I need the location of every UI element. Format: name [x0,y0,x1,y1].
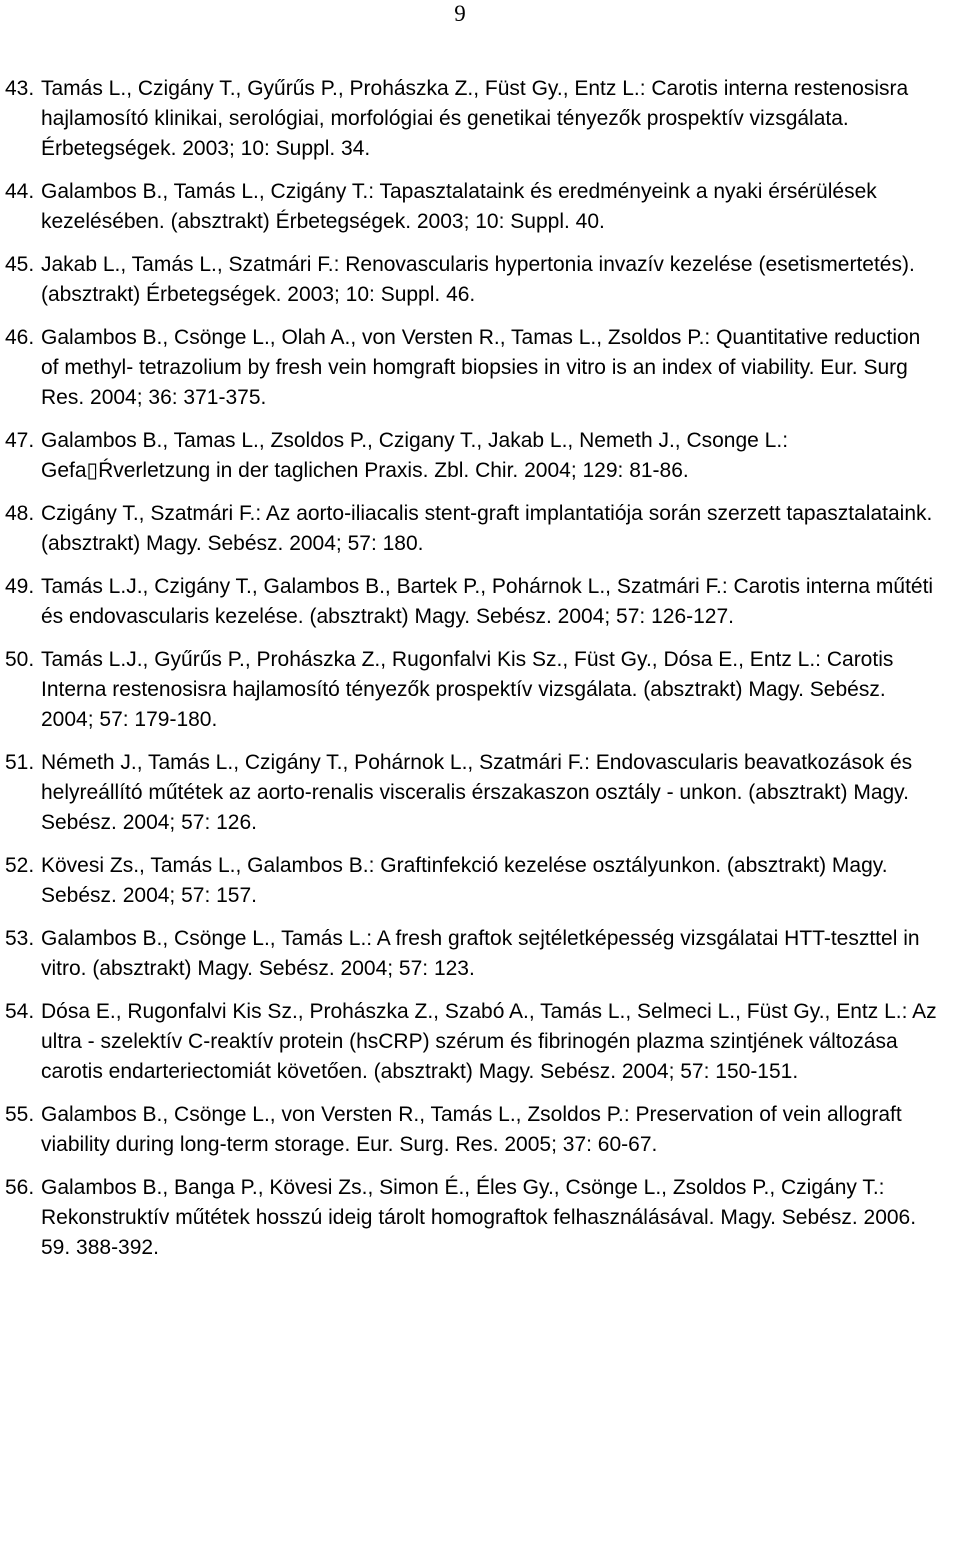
page-number: 9 [454,1,466,26]
reference-number: 46. [5,326,35,349]
reference-text: Czigány T., Szatmári F.: Az aorto-iliacalis stent-graft implantatiója során szerzett tapasztalataink. (absztrakt) Magy. Sebész. 2004; 57: 180. [41,502,933,555]
reference-number: 56. [5,1176,35,1199]
reference-text: Németh J., Tamás L., Czigány T., Pohárnok L., Szatmári F.: Endovascularis beavatkozások és helyreállító műtétek az aorto-renalis visceralis érszakaszon osztály - unkon. (absztrakt) Magy. Sebész. 2004; 57: 126. [41,751,913,834]
reference-item [0,572,960,632]
reference-text: Tamás L.J., Gyűrűs P., Prohászka Z., Rugonfalvi Kis Sz., Füst Gy., Dósa E., Entz L.: Carotis Interna restenosisra hajlamosító tényezők prospektív vizsgálata. (absztrakt) Magy. Sebész. 2004; 57: 179-180. [41,648,894,731]
reference-text: Galambos B., Csönge L., Tamás L.: A fresh graftok sejtéletképesség vizsgálatai HTT-teszttel in vitro. (absztrakt) Magy. Sebész. 2004; 57: 123. [41,927,920,980]
reference-text: Dósa E., Rugonfalvi Kis Sz., Prohászka Z., Szabó A., Tamás L., Selmeci L., Füst Gy., Entz L.: Az ultra - szelektív C-reaktív protein (hsCRP) szérum és fibrinogén plazma szintjének változása carotis endarteriectomiát követően. (absztrakt) Magy. Sebész. 2004; 57: 150-151. [41,1000,937,1083]
reference-item [0,851,960,911]
reference-number: 49. [5,575,35,598]
reference-text: Tamás L., Czigány T., Gyűrűs P., Prohászka Z., Füst Gy., Entz L.: Carotis interna restenosisra hajlamosító klinikai, serológiai, morfológiai és genetikai tényezők prospektív vizsgálata. Érbetegségek. 2003; 10: Suppl. 34. [41,77,909,160]
reference-item [0,645,960,735]
reference-number: 47. [5,429,35,452]
reference-item [0,426,960,486]
reference-text: Galambos B., Tamás L., Czigány T.: Tapasztalataink és eredményeink a nyaki érsérülések kezelésében. (absztrakt) Érbetegségek. 2003; 10: Suppl. 40. [41,180,877,233]
reference-item [0,997,960,1087]
reference-number: 44. [5,180,35,203]
reference-item [0,250,960,310]
reference-number: 52. [5,854,35,877]
reference-number: 43. [5,77,35,100]
reference-item [0,748,960,838]
reference-text: Jakab L., Tamás L., Szatmári F.: Renovascularis hypertonia invazív kezelése (esetismertetés). (absztrakt) Érbetegségek. 2003; 10: Suppl. 46. [41,253,915,306]
reference-number: 53. [5,927,35,950]
reference-text: Galambos B., Banga P., Kövesi Zs., Simon É., Éles Gy., Csönge L., Zsoldos P., Czigány T.: Rekonstruktív műtétek hosszú ideig tárolt homograftok felhasználásával. Magy. Sebész. 2006. 59. 388-392. [41,1176,917,1259]
reference-item [0,74,960,164]
reference-number: 50. [5,648,35,671]
reference-item [0,1100,960,1160]
reference-item [0,924,960,984]
reference-text: Galambos B., Csönge L., von Versten R., Tamás L., Zsoldos P.: Preservation of vein allograft viability during long-term storage. Eur. Surg. Res. 2005; 37: 60-67. [41,1103,902,1156]
reference-number: 48. [5,502,35,525]
reference-text: Galambos B., Tamas L., Zsoldos P., Czigany T., Jakab L., Nemeth J., Csonge L.: Gefa▯Ŕverletzung in der taglichen Praxis. Zbl. Chir. 2004; 129: 81-86. [41,429,789,482]
reference-text: Galambos B., Csönge L., Olah A., von Versten R., Tamas L., Zsoldos P.: Quantitative reduction of methyl- tetrazolium by fresh vein homgraft biopsies in vitro is an index of viability. Eur. Surg Res. 2004; 36: 371-375. [41,326,921,409]
reference-number: 55. [5,1103,35,1126]
reference-item [0,323,960,413]
reference-item [0,499,960,559]
reference-number: 45. [5,253,35,276]
reference-number: 51. [5,751,35,774]
reference-text: Kövesi Zs., Tamás L., Galambos B.: Graftinfekció kezelése osztályunkon. (absztrakt) Magy. Sebész. 2004; 57: 157. [41,854,888,907]
reference-item [0,1173,960,1263]
reference-text: Tamás L.J., Czigány T., Galambos B., Bartek P., Pohárnok L., Szatmári F.: Carotis interna műtéti és endovascularis kezelése. (absztrakt) Magy. Sebész. 2004; 57: 126-127. [41,575,934,628]
reference-item [0,177,960,237]
reference-list [0,74,960,1276]
reference-number: 54. [5,1000,35,1023]
